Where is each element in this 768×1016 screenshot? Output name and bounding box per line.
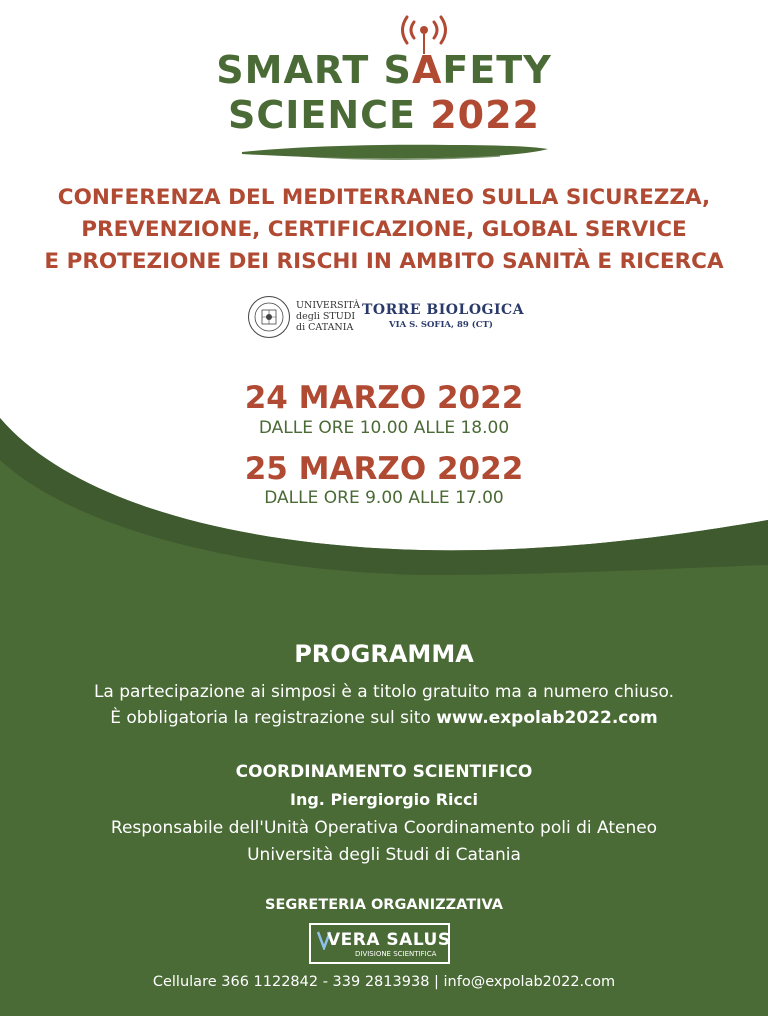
hours-2: DALLE ORE 9.00 ALLE 17.00 — [264, 488, 504, 508]
date-2: 25 MARZO 2022 — [244, 451, 524, 487]
brush-stroke-decoration — [240, 140, 550, 164]
venue-name: TORRE BIOLOGICA — [362, 302, 525, 318]
program-text-1: La partecipazione ai simposi è a titolo gratuito ma a numero chiuso. — [93, 682, 675, 702]
coordination-heading: COORDINAMENTO SCIENTIFICO — [235, 762, 533, 782]
vera-salus-logo: VERA SALUS DIVISIONE SCIENTIFICA — [309, 923, 450, 964]
title-line-2: SCIENCE 2022 — [228, 93, 540, 137]
venue-address: VIA S. SOFIA, 89 (CT) — [389, 320, 493, 330]
university-name: UNIVERSITÀ degli STUDI di CATANIA — [296, 300, 360, 333]
hours-1: DALLE ORE 10.00 ALLE 18.00 — [258, 418, 510, 438]
coordinator-name: Ing. Piergiorgio Ricci — [290, 790, 478, 809]
program-text-2: È obbligatoria la registrazione sul sito www.expolab2022.com — [110, 708, 658, 728]
title-line-1: SMART SAFETY — [216, 48, 552, 92]
program-heading: PROGRAMMA — [294, 640, 474, 668]
subtitle-line-2: PREVENZIONE, CERTIFICAZIONE, GLOBAL SERVICE — [81, 217, 687, 242]
coordinator-role: Responsabile dell'Unità Operativa Coordinamento poli di Ateneo — [110, 818, 658, 838]
registration-link[interactable]: www.expolab2022.com — [436, 708, 658, 728]
contact-info: Cellulare 366 1122842 - 339 2813938 | info@expolab2022.com — [152, 974, 616, 990]
subtitle-line-1: CONFERENZA DEL MEDITERRANEO SULLA SICUREZZA, — [57, 185, 711, 210]
secretariat-heading: SEGRETERIA ORGANIZZATIVA — [265, 897, 503, 913]
university-seal-logo — [247, 295, 291, 339]
date-1: 24 MARZO 2022 — [244, 380, 524, 416]
coordinator-university: Università degli Studi di Catania — [247, 845, 521, 865]
subtitle-line-3: E PROTEZIONE DEI RISCHI IN AMBITO SANITÀ E RICERCA — [44, 249, 724, 274]
